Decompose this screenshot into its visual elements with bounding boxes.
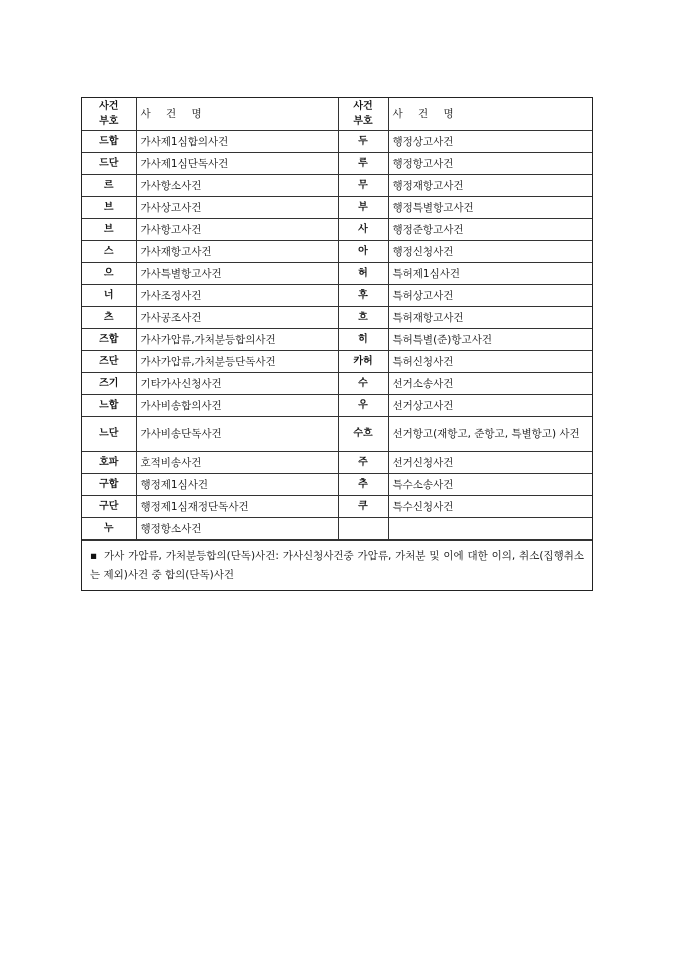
right-case-name: 행정준항고사건 xyxy=(388,219,592,241)
case-code-table xyxy=(82,98,592,540)
left-case-code: 즈합 xyxy=(82,329,136,351)
right-case-code: 무 xyxy=(338,175,388,197)
table-row xyxy=(82,417,592,452)
right-case-name: 행정상고사건 xyxy=(388,131,592,153)
left-case-code: 구합 xyxy=(82,474,136,496)
table-row xyxy=(82,197,592,219)
table-row xyxy=(82,373,592,395)
right-case-code: 부 xyxy=(338,197,388,219)
left-case-name: 가사공조사건 xyxy=(136,307,338,329)
left-case-code: 브 xyxy=(82,197,136,219)
table-row xyxy=(82,219,592,241)
footnote xyxy=(82,540,592,590)
right-case-code: 아 xyxy=(338,241,388,263)
header-case-code-left: 사건 부호 xyxy=(82,98,136,131)
left-case-name: 가사조정사건 xyxy=(136,285,338,307)
right-case-name: 특허재항고사건 xyxy=(388,307,592,329)
right-case-code: 수 xyxy=(338,373,388,395)
right-case-name: 특수신청사건 xyxy=(388,496,592,518)
right-case-name: 행정재항고사건 xyxy=(388,175,592,197)
case-code-table-body xyxy=(82,98,592,540)
right-case-name: 선거신청사건 xyxy=(388,452,592,474)
table-row xyxy=(82,153,592,175)
table-row xyxy=(82,307,592,329)
right-case-name: 특수소송사건 xyxy=(388,474,592,496)
right-case-code: 흐 xyxy=(338,307,388,329)
right-case-code: 수흐 xyxy=(338,417,388,452)
left-case-name: 기타가사신청사건 xyxy=(136,373,338,395)
right-case-code: 추 xyxy=(338,474,388,496)
right-case-name: 특허제1심사건 xyxy=(388,263,592,285)
table-row xyxy=(82,518,592,540)
left-case-name: 행정제1심사건 xyxy=(136,474,338,496)
left-case-name: 가사비송단독사건 xyxy=(136,417,338,452)
right-case-code: 두 xyxy=(338,131,388,153)
left-case-code: 누 xyxy=(82,518,136,540)
right-case-code: 주 xyxy=(338,452,388,474)
right-case-name: 선거소송사건 xyxy=(388,373,592,395)
left-case-code: 즈기 xyxy=(82,373,136,395)
table-row xyxy=(82,351,592,373)
left-case-code: 느합 xyxy=(82,395,136,417)
left-case-name: 가사항소사건 xyxy=(136,175,338,197)
left-case-name: 가사가압류,가처분등합의사건 xyxy=(136,329,338,351)
right-case-name: 특허특별(준)항고사건 xyxy=(388,329,592,351)
left-case-code: 스 xyxy=(82,241,136,263)
right-case-name: 선거항고(재항고, 준항고, 특별항고) 사건 xyxy=(388,417,592,452)
right-case-code xyxy=(338,518,388,540)
left-case-code: 너 xyxy=(82,285,136,307)
left-case-name: 가사제1심합의사건 xyxy=(136,131,338,153)
footnote-text: 가사 가압류, 가처분등합의(단독)사건: 가사신청사건중 가압류, 가처분 및 이에 대한 이의, 취소(집행취소는 제외)사건 중 합의(단독)사건 xyxy=(90,550,584,581)
right-case-code: 쿠 xyxy=(338,496,388,518)
table-row xyxy=(82,496,592,518)
table-row xyxy=(82,241,592,263)
table-header-row xyxy=(82,98,592,131)
table-row xyxy=(82,175,592,197)
header-case-name-right: 사 건 명 xyxy=(388,98,592,131)
right-case-name: 행정특별항고사건 xyxy=(388,197,592,219)
left-case-name: 가사상고사건 xyxy=(136,197,338,219)
left-case-name: 가사제1심단독사건 xyxy=(136,153,338,175)
right-case-code: 히 xyxy=(338,329,388,351)
right-case-code: 카허 xyxy=(338,351,388,373)
left-case-code: 드단 xyxy=(82,153,136,175)
left-case-code: 즈단 xyxy=(82,351,136,373)
right-case-code: 루 xyxy=(338,153,388,175)
left-case-code: 으 xyxy=(82,263,136,285)
case-code-table-container xyxy=(81,97,593,591)
left-case-name: 가사가압류,가처분등단독사건 xyxy=(136,351,338,373)
left-case-code: 드합 xyxy=(82,131,136,153)
left-case-name: 호적비송사건 xyxy=(136,452,338,474)
right-case-code: 허 xyxy=(338,263,388,285)
table-row xyxy=(82,452,592,474)
left-case-code: 느단 xyxy=(82,417,136,452)
right-case-name xyxy=(388,518,592,540)
left-case-name: 가사항고사건 xyxy=(136,219,338,241)
right-case-name: 행정신청사건 xyxy=(388,241,592,263)
left-case-code: 호파 xyxy=(82,452,136,474)
left-case-name: 가사특별항고사건 xyxy=(136,263,338,285)
table-row xyxy=(82,131,592,153)
right-case-name: 선거상고사건 xyxy=(388,395,592,417)
right-case-code: 사 xyxy=(338,219,388,241)
header-case-code-right: 사건 부호 xyxy=(338,98,388,131)
left-case-name: 행정항소사건 xyxy=(136,518,338,540)
left-case-code: 츠 xyxy=(82,307,136,329)
left-case-code: 브 xyxy=(82,219,136,241)
right-case-code: 우 xyxy=(338,395,388,417)
table-row xyxy=(82,263,592,285)
table-row xyxy=(82,474,592,496)
header-case-name-left: 사 건 명 xyxy=(136,98,338,131)
table-row xyxy=(82,329,592,351)
table-row xyxy=(82,285,592,307)
right-case-code: 후 xyxy=(338,285,388,307)
left-case-name: 행정제1심재정단독사건 xyxy=(136,496,338,518)
left-case-code: 르 xyxy=(82,175,136,197)
bullet-icon: ▪ xyxy=(90,550,98,562)
left-case-name: 가사재항고사건 xyxy=(136,241,338,263)
right-case-name: 특허신청사건 xyxy=(388,351,592,373)
right-case-name: 특허상고사건 xyxy=(388,285,592,307)
left-case-name: 가사비송합의사건 xyxy=(136,395,338,417)
right-case-name: 행정항고사건 xyxy=(388,153,592,175)
left-case-code: 구단 xyxy=(82,496,136,518)
table-row xyxy=(82,395,592,417)
